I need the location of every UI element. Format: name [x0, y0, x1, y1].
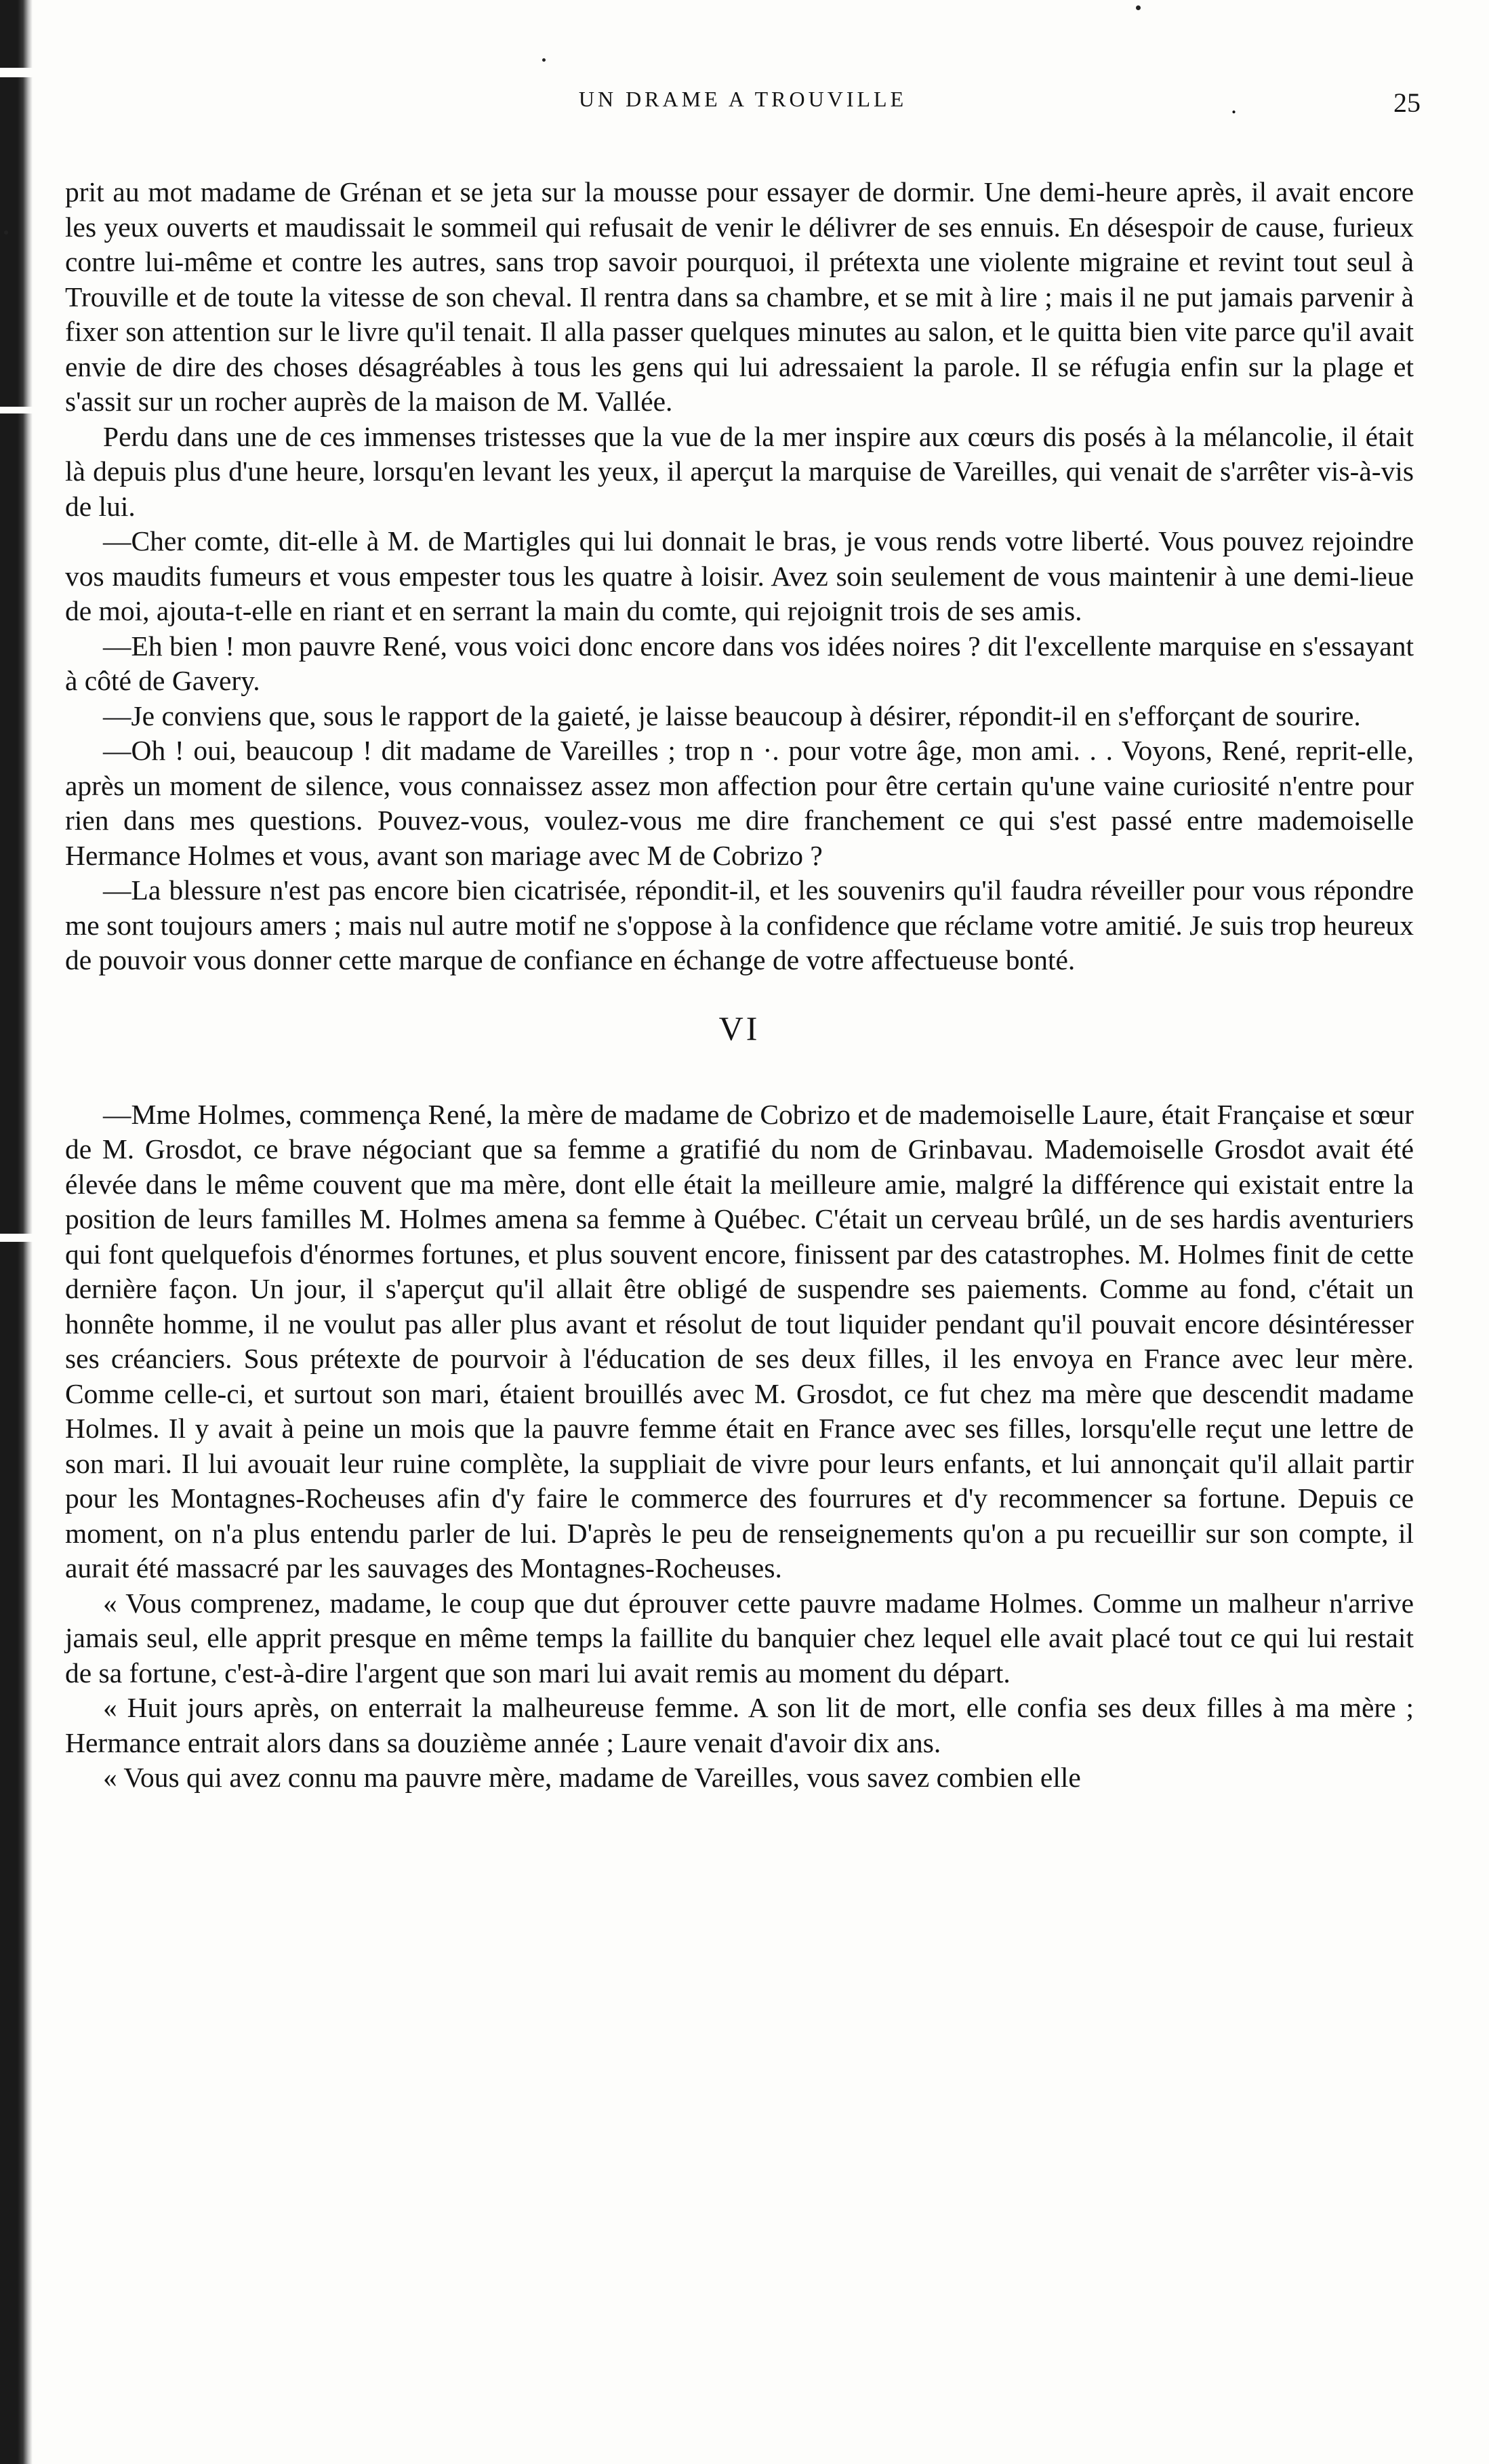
body-text: [65, 175, 1414, 1796]
running-header: [65, 87, 1421, 121]
binding-gap: [0, 68, 33, 77]
paragraph: —La blessure n'est pas encore bien cicatrisée, répondit-il, et les souvenirs qu'il faudra réveiller pour vous répondre me sont toujours amers ; mais nul autre motif ne s'oppose à la confidence que réclame votre amitié. Je suis trop heureux de pouvoir vous donner cette marque de confiance en échange de votre affectueuse bonté.: [65, 874, 1414, 975]
paragraph: prit au mot madame de Grénan et se jeta sur la mousse pour essayer de dormir. Une demi-heure après, il avait encore les yeux ouverts et maudissait le sommeil qui refusait de venir le délivrer de ses ennuis. En désespoir de cause, furieux contre lui-même et contre les autres, sans trop savoir pourquoi, il prétexta une violente migraine et revint tout seul à Trouville et de toute la vitesse de son cheval. Il rentra dans sa chambre, et se mit à lire ; mais il ne put jamais parvenir à fixer son attention sur le livre qu'il tenait. Il alla passer quelques minutes au salon, et le quitta bien vite parce qu'il avait envie de dire des choses désagréables à tous les gens qui lui adressaient la parole. Il se réfugia enfin sur la plage et s'assit sur un rocher auprès de la maison de M. Vallée.: [65, 176, 1414, 417]
print-speck: [1136, 5, 1141, 10]
header-separator: .: [1231, 92, 1237, 119]
paragraph: « Huit jours après, on enterrait la malheureuse femme. A son lit de mort, elle confia ses deux filles à ma mère ; Hermance entrait alors dans sa douzième année ; Laure venait d'avoir dix ans.: [65, 1692, 1414, 1758]
paragraph: —Oh ! oui, beaucoup ! dit madame de Vareilles ; trop n ·. pour votre âge, mon ami. . . Voyons, René, reprit-elle, après un moment de silence, vous connaissez assez mon affection pour être certain qu'une vaine curiosité n'entre pour rien dans mes questions. Pouvez-vous, voulez-vous me dire franchement ce qui s'est passé entre mademoiselle Hermance Holmes et vous, avant son mariage avec M de Cobrizo ?: [65, 735, 1414, 871]
paragraph: « Vous comprenez, madame, le coup que dut éprouver cette pauvre madame Holmes. Comme un malheur n'arrive jamais seul, elle apprit presque en même temps la faillite du banquier chez lequel elle avait placé tout ce qui lui restait de sa fortune, c'est-à-dire l'argent que son mari lui avait remis au moment du départ.: [65, 1587, 1414, 1689]
paragraph: « Vous qui avez connu ma pauvre mère, madame de Vareilles, vous savez combien elle: [103, 1762, 1081, 1793]
paragraph: —Je conviens que, sous le rapport de la gaieté, je laisse beaucoup à désirer, répondit-il en s'efforçant de sourire.: [103, 700, 1361, 731]
page-number: 25: [1393, 87, 1421, 118]
binding-gap: [0, 407, 33, 413]
paragraph: —Eh bien ! mon pauvre René, vous voici donc encore dans vos idées noires ? dit l'excellente marquise en s'essayant à côté de Gavery.: [65, 630, 1414, 696]
print-speck: [4, 230, 8, 235]
paragraph: —Mme Holmes, commença René, la mère de madame de Cobrizo et de mademoiselle Laure, était Française et sœur de M. Grosdot, ce brave négociant que sa femme a gratifié du nom de Grinbavau. Mademoiselle Grosdot avait été élevée dans le même couvent que ma mère, dont elle était la meilleure amie, malgré la différence qui existait entre la position de leurs familles M. Holmes amena sa femme à Québec. C'était un cerveau brûlé, un de ses hardis aventuriers qui font quelquefois d'énormes fortunes, et plus souvent encore, finissent par des catastrophes. M. Holmes finit de cette dernière façon. Un jour, il s'aperçut qu'il allait être obligé de suspendre ses paiements. Comme au fond, c'était un honnête homme, il ne voulut pas aller plus avant et résolut de tout liquider pendant qu'il pouvait encore désintéresser ses créanciers. Sous prétexte de pourvoir à l'éducation de ses deux filles, il les envoya en France avec leur mère. Comme celle-ci, et surtout son mari, étaient brouillés avec M. Grosdot, ce fut chez ma mère que descendit madame Holmes. Il y avait à peine un mois que la pauvre femme était en France avec ses filles, lorsqu'elle reçut une lettre de son mari. Il lui avouait leur ruine complète, la suppliait de vivre pour leurs enfants, et lui annonçait qu'il allait partir pour les Montagnes-Rocheuses afin d'y faire le commerce des fourrures et d'y recommencer sa fortune. Depuis ce moment, on n'a plus entendu parler de lui. D'après le peu de renseignements qu'on a pu recueillir sur son compte, il aurait été massacré par les sauvages des Montagnes-Rocheuses.: [65, 1098, 1414, 1583]
paragraph: Perdu dans une de ces immenses tristesses que la vue de la mer inspire aux cœurs dis posés à la mélancolie, il était là depuis plus d'une heure, lorsqu'en levant les yeux, il aperçut la marquise de Vareilles, qui venait de s'arrêter vis-à-vis de lui.: [65, 420, 1414, 522]
running-title: UN DRAME A TROUVILLE: [578, 87, 907, 111]
binding-gap: [0, 1234, 33, 1242]
print-speck: [542, 58, 546, 62]
binding-edge: [0, 0, 33, 2464]
chapter-heading: VI: [718, 1009, 760, 1047]
paragraph: —Cher comte, dit-elle à M. de Martigles qui lui donnait le bras, je vous rends votre liberté. Vous pouvez rejoindre vos maudits fumeurs et vous empester tous les quatre à loisir. Avez soin seulement de vous maintenir à une demi-lieue de moi, ajouta-t-elle en riant et en serrant la main du comte, qui rejoignit trois de ses amis.: [65, 525, 1414, 626]
